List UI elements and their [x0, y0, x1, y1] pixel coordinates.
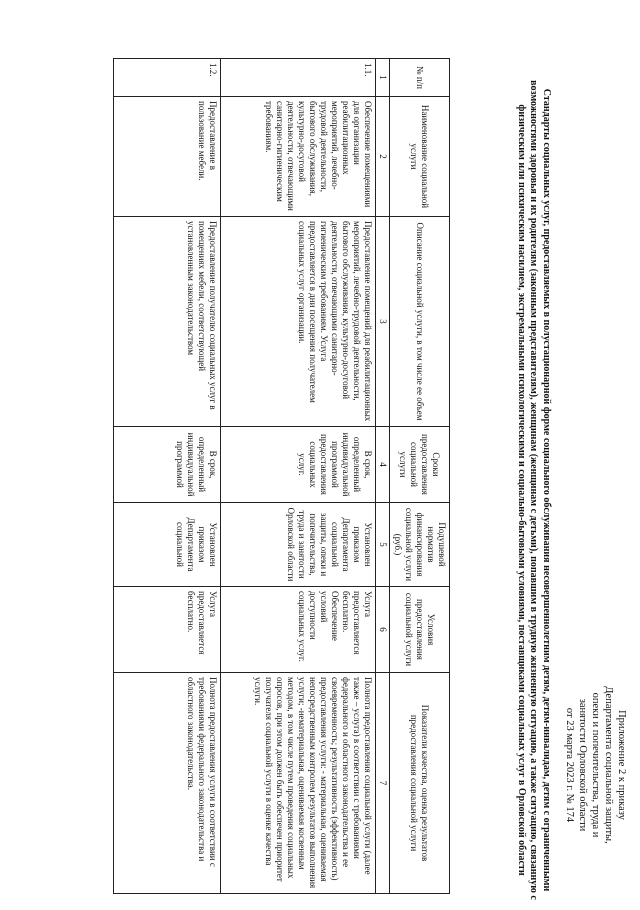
service-conditions: Услуга предоставляется бесплатно.	[114, 587, 221, 673]
row-number: 1.1.	[221, 59, 376, 97]
header-description: Описание социальной услуги, в том числе ее объем	[390, 217, 450, 427]
table-header-row	[390, 59, 450, 894]
service-quality: Полнота предоставления социальной услуги (далее также – услуга) в соответствии с требованиями федерального и областного законодательства и ее своевременность; результативность (эффективность) предоставления услуги: - материальная, оцениваемая непосредственным контролем результатов выполнения услуги; -нематериальная, оцениваемая косвенным методом, в том числе путем проведения социальных опросов, при этом должен быть обеспечен приоритет получателя социальной услуги в оценке качества услуги.	[221, 673, 376, 894]
standards-table	[113, 58, 450, 894]
appendix-line: Департамента социальной защиты,	[603, 686, 614, 844]
row-number: 1.2.	[114, 59, 221, 97]
service-name: Обеспечение помещениями для организации реабилитационных мероприятий, лечебно-трудовой деятельности, бытового обслуживания, культурно-досуговой деятельности, отвечающими санитарно-гигиеническим требованиям.	[221, 97, 376, 217]
table-row	[114, 59, 221, 894]
column-number: 6	[376, 587, 390, 673]
service-name: Предоставление в пользование мебели.	[114, 97, 221, 217]
column-number: 4	[376, 427, 390, 503]
service-quality: Полнота предоставления услуги в соответствии с требованиями федерального законодательства и областного законодательства.	[114, 673, 221, 894]
appendix-line: занятости Орловской области	[577, 698, 588, 832]
column-number: 5	[376, 503, 390, 587]
column-number-row	[376, 59, 390, 894]
column-number: 1	[376, 59, 390, 97]
appendix-header	[563, 630, 628, 900]
column-number: 3	[376, 217, 390, 427]
service-description: Предоставление получателю социальных услуг в помещениях мебели, соответствующей установленным законодательством	[114, 217, 221, 427]
header-conditions: Условия предоставления социальной услуги	[390, 587, 450, 673]
header-term: Сроки предоставления социальной услуги	[390, 427, 450, 503]
service-norm: Установлен приказом Департамента социальной защиты, опеки и попечительства, труда и занятости Орловской области	[221, 503, 376, 587]
service-conditions: Услуга предоставляется бесплатно. Обеспечение условий доступности социальных услуг.	[221, 587, 376, 673]
column-number: 7	[376, 673, 390, 894]
service-term: В срок, определенный индивидуальной программой	[114, 427, 221, 503]
appendix-line: опеки и попечительства, труда и	[590, 692, 601, 838]
service-norm: Установлен приказом Департамента социальной	[114, 503, 221, 587]
appendix-line: Приложение 2 к приказу	[616, 710, 627, 820]
header-name: Наименование социальной услуги	[390, 97, 450, 217]
header-quality: Показатели качества, оценка результатов предоставления социальной услуги	[390, 673, 450, 894]
document-title: Стандарты социальных услуг, предоставляемых в полустационарной форме социального обслуживания несовершеннолетним детям, детям-инвалидам, детям с ограниченными возможностями здоровья и их родителям (законным представителям), женщинам (женщинам с детьми), попавшим в трудную жизненную ситуацию, а также ситуацию, связанную с физическим или психическим насилием, экстремальными психологическими и социально-бытовыми условиями, поставщиками социальных услуг в Орловской области	[516, 80, 552, 900]
service-term: В срок, определенный индивидуальной программой предоставления социальных услуг.	[221, 427, 376, 503]
appendix-line: от 23 марта 2023 г. № 174	[564, 707, 575, 823]
header-norm: Подушевой норматив финансирования социальной услуги (руб.)	[390, 503, 450, 587]
table-row	[221, 59, 376, 894]
header-num: № п/п	[390, 59, 450, 97]
column-number: 2	[376, 97, 390, 217]
service-description: Предоставление помещений для реабилитационных мероприятий, лечебно-трудовой деятельности, бытового обслуживания, культурно-досуговой деятельности, отвечающими санитарно-гигиеническим требованиям. Услуга предоставляется в дни посещения получателем социальных услуг организации.	[221, 217, 376, 427]
